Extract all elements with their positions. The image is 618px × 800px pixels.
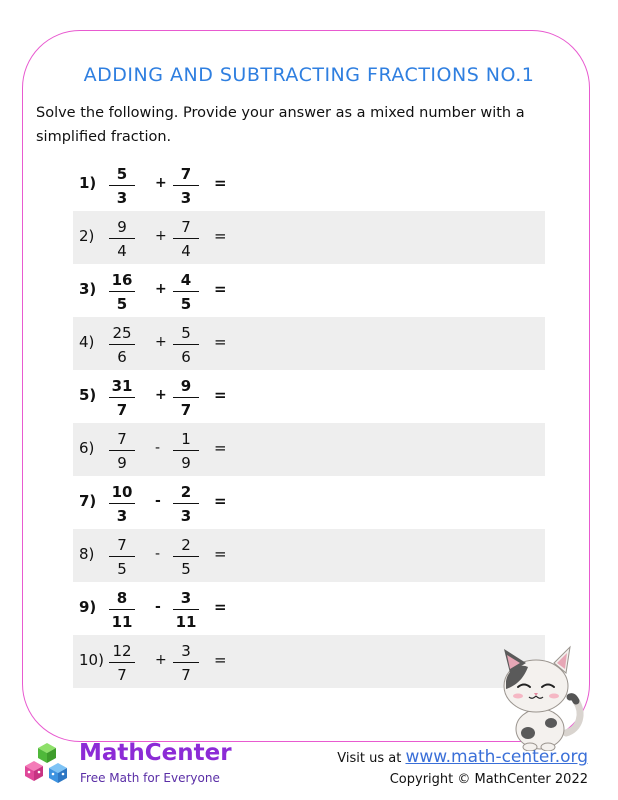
fraction-bar [173,503,199,504]
fraction-bar [173,238,199,239]
numerator: 2 [181,536,191,554]
problem-row [73,264,545,317]
fraction-2 [171,317,201,368]
problem-number: 5) [79,386,97,404]
fraction-2 [171,529,201,580]
fraction-1 [107,211,137,262]
operator: - [155,599,161,615]
equals-sign: = [214,545,227,563]
fraction-2 [171,476,201,527]
denominator: 9 [181,454,191,472]
fraction-2 [171,370,201,421]
numerator: 3 [180,589,192,607]
fraction-1 [107,264,137,315]
numerator: 7 [180,165,192,183]
fraction-bar [173,609,199,610]
denominator: 11 [111,613,133,631]
problem-row [73,529,545,582]
numerator: 9 [117,218,127,236]
equals-sign: = [214,492,227,510]
operator: - [155,546,161,562]
operator: + [155,228,167,244]
denominator: 3 [180,507,192,525]
fraction-1 [107,158,137,209]
equals-sign: = [214,333,227,351]
numerator: 9 [180,377,192,395]
fraction-bar [173,556,199,557]
fraction-bar [109,344,135,345]
cat-mascot-icon [488,641,588,751]
copyright-notice: Copyright © MathCenter 2022 [389,772,588,787]
fraction-bar [109,609,135,610]
numerator: 1 [181,430,191,448]
problem-number: 9) [79,598,97,616]
numerator: 16 [111,271,133,289]
fraction-bar [173,662,199,663]
denominator: 6 [117,348,127,366]
numerator: 31 [111,377,133,395]
numerator: 3 [181,642,191,660]
problem-row [73,317,545,370]
denominator: 6 [181,348,191,366]
visit-label: Visit us at [337,751,402,766]
numerator: 7 [117,536,127,554]
fraction-2 [171,158,201,209]
problem-number: 7) [79,492,97,510]
denominator: 5 [116,295,128,313]
denominator: 3 [116,189,128,207]
denominator: 5 [181,560,191,578]
operator: - [155,440,161,456]
brand-tagline: Free Math for Everyone [80,771,220,785]
numerator: 10 [111,483,133,501]
problem-number: 6) [79,439,95,457]
numerator: 2 [180,483,192,501]
problem-row [73,370,545,423]
problem-row [73,476,545,529]
fraction-bar [173,291,199,292]
operator: + [155,652,167,668]
fraction-1 [107,423,137,474]
denominator: 5 [117,560,127,578]
denominator: 7 [181,666,191,684]
problem-number: 2) [79,227,95,245]
visit-line [337,747,588,767]
website-link[interactable]: www.math-center.org [405,747,588,767]
fraction-1 [107,635,137,686]
fraction-bar [109,291,135,292]
problem-row [73,635,545,688]
fraction-bar [109,450,135,451]
fraction-1 [107,476,137,527]
fraction-bar [109,662,135,663]
operator: - [155,493,161,509]
denominator: 3 [116,507,128,525]
operator: + [155,334,167,350]
operator: + [155,281,167,297]
operator: + [155,175,167,191]
dice-cubes-icon [23,741,71,789]
equals-sign: = [214,386,227,404]
denominator: 7 [117,666,127,684]
equals-sign: = [214,280,227,298]
fraction-bar [109,185,135,186]
fraction-bar [109,238,135,239]
denominator: 7 [116,401,128,419]
worksheet-title: ADDING AND SUBTRACTING FRACTIONS NO.1 [83,64,535,86]
numerator: 7 [117,430,127,448]
instructions: Solve the following. Provide your answer as a mixed number with a simplified fraction. [36,105,525,145]
equals-sign: = [214,174,227,192]
problem-number: 3) [79,280,97,298]
fraction-bar [109,503,135,504]
fraction-2 [171,635,201,686]
fraction-bar [109,556,135,557]
fraction-2 [171,582,201,633]
fraction-2 [171,211,201,262]
denominator: 9 [117,454,127,472]
fraction-1 [107,529,137,580]
fraction-bar [173,185,199,186]
problem-number: 10) [79,651,104,669]
fraction-bar [173,450,199,451]
numerator: 25 [112,324,132,342]
numerator: 8 [116,589,128,607]
problem-row [73,211,545,264]
problem-number: 1) [79,174,97,192]
fraction-1 [107,317,137,368]
denominator: 5 [180,295,192,313]
fraction-bar [109,397,135,398]
numerator: 5 [116,165,128,183]
fraction-1 [107,582,137,633]
fraction-2 [171,423,201,474]
problem-row [73,158,545,211]
equals-sign: = [214,598,227,616]
equals-sign: = [214,227,227,245]
denominator: 4 [117,242,127,260]
operator: + [155,387,167,403]
problem-number: 4) [79,333,95,351]
denominator: 3 [180,189,192,207]
numerator: 5 [181,324,191,342]
problem-row [73,582,545,635]
fraction-bar [173,344,199,345]
problem-number: 8) [79,545,95,563]
denominator: 4 [181,242,191,260]
numerator: 7 [181,218,191,236]
problem-row [73,423,545,476]
denominator: 11 [175,613,197,631]
equals-sign: = [214,651,227,669]
denominator: 7 [180,401,192,419]
numerator: 4 [180,271,192,289]
equals-sign: = [214,439,227,457]
fraction-bar [173,397,199,398]
fraction-1 [107,370,137,421]
numerator: 12 [112,642,132,660]
fraction-2 [171,264,201,315]
brand-name: MathCenter [79,740,232,766]
